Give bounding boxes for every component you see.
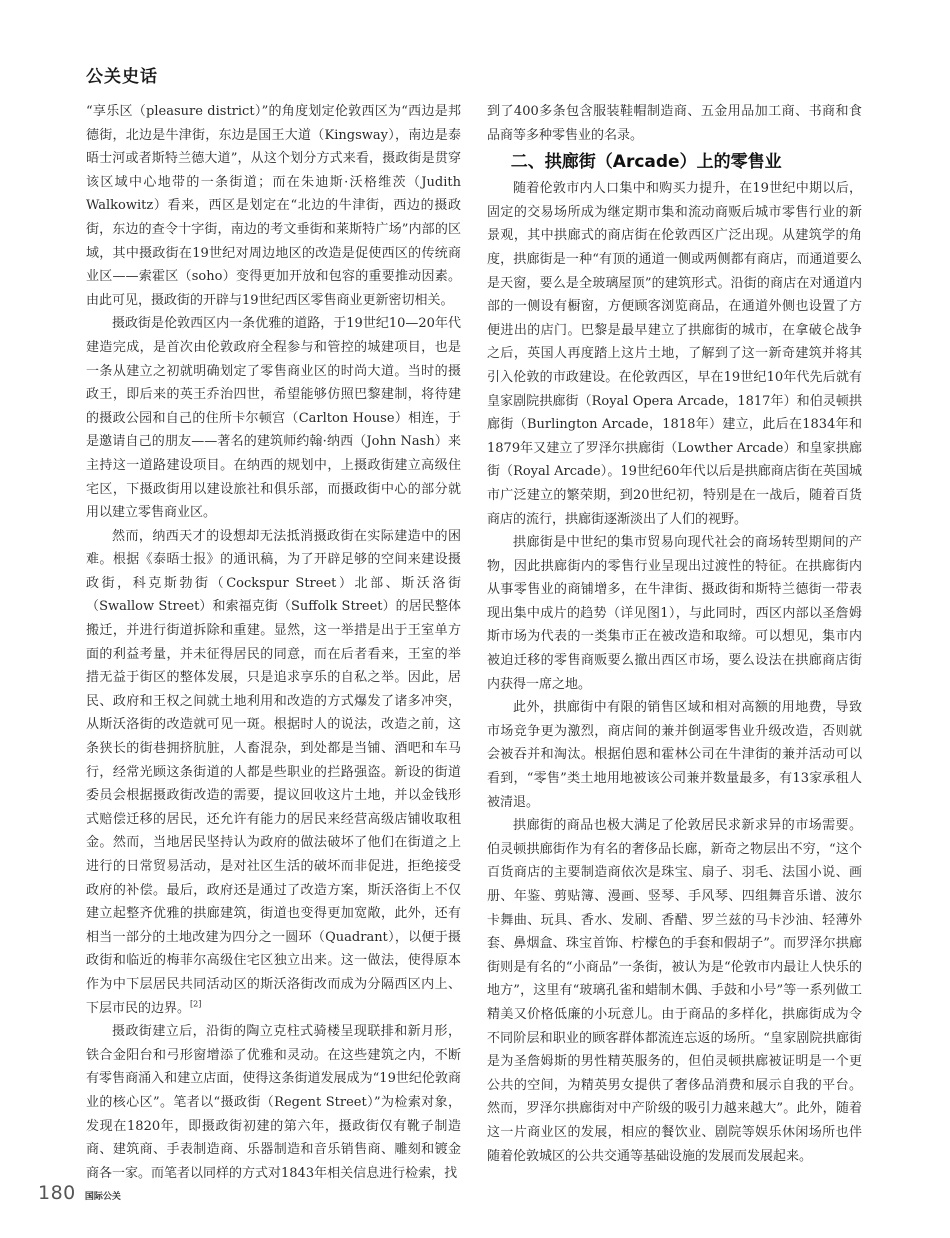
right-column <box>487 100 862 1168</box>
page-footer <box>38 1182 121 1204</box>
paragraph: 摄政街是伦敦西区内一条优雅的道路，于19世纪10—20年代建造完成，是首次由伦敦政府全程参与和管控的城建项目，也是一条从建立之初就明确划定了零售商业区的时尚大道。当时的摄政王，即后来的英王乔治四世，希望能够仿照巴黎建制，将待建的摄政公园和自己的住所卡尔顿宫（Carlton House）相连，于是邀请自己的朋友——著名的建筑师约翰·纳西（John Nash）来主持这一道路建设项目。在纳西的规划中，上摄政街建立高级住宅区，下摄政街用以建设旅社和俱乐部，而摄政街中心的部分就用以建立零售商业区。 <box>86 316 461 521</box>
left-column <box>86 100 461 1185</box>
paragraph: 此外，拱廊街中有限的销售区域和相对高额的用地费，导致市场竞争更为激烈，商店间的兼并倒逼零售业升级改造，否则就会被吞并和淘汰。根据伯恩和霍林公司在牛津街的兼并活动可以看到，“零售”类土地用地被该公司兼并数量最多，有13家承租人被清退。 <box>487 700 862 810</box>
paragraph <box>86 525 461 1020</box>
page-number: 180 <box>38 1182 76 1204</box>
paragraph-text: 然而，纳西天才的设想却无法抵消摄政街在实际建造中的困难。根据《泰晤士报》的通讯稿，为了开辟足够的空间来建设摄政街，科克斯勃街（Cockspur Street）北部、斯沃洛街（Swallow Street）和索福克街（Suffolk Street）的居民整体搬迁，并进行街道拆除和重建。显然，这一举措是出于王室单方面的利益考量，并未征得居民的同意，而在后者看来，王室的举措无益于街区的整体发展，只是追求享乐的自私之举。因此，居民、政府和王权之间就土地利用和改造的方式爆发了诸多冲突，从斯沃洛街的改造就可见一斑。根据时人的说法，改造之前，这条狭长的街巷拥挤肮脏，人畜混杂，到处都是当铺、酒吧和车马行，经常光顾这条街道的人都是些职业的拦路强盗。新设的街道委员会根据摄政街改造的需要，提议回收这片土地，并以金钱形式赔偿迁移的居民，还允许有能力的居民来经营高级店铺收取租金。然而，当地居民坚持认为政府的做法破坏了他们在街道之上进行的日常贸易活动，是对社区生活的破坏而非促进，拒绝接受政府的补偿。最后，政府还是通过了改造方案，斯沃洛街上不仅建立起整齐优雅的拱廊建筑，街道也变得更加宽敞，此外，还有相当一部分的土地改建为四分之一圆环（Quadrant），以便于摄政街和临近的梅菲尔高级住宅区独立出来。这一做法，使得原本作为中下层居民共同活动区的斯沃洛街改而成为分隔西区内上、下层市民的边界。 <box>86 528 461 1016</box>
paragraph: 随着伦敦市内人口集中和购买力提升，在19世纪中期以后，固定的交易场所成为继定期市集和流动商贩后城市零售行业的新景观，其中拱廊式的商店街在伦敦西区广泛出现。从建筑学的角度，拱廊街是一种“有顶的通道一侧或两侧都有商店，而通道要么是天窗，要么是全玻璃屋顶”的建筑形式。沿街的商店在对通道内部的一侧设有橱窗，方便顾客浏览商品，在通道外侧也设置了方便进出的店门。巴黎是最早建立了拱廊街的城市，在拿破仑战争之后，英国人再度踏上这片土地，了解到了这一新奇建筑并将其引入伦敦的市政建设。在伦敦西区，早在19世纪10年代先后就有皇家剧院拱廊街（Royal Opera Arcade，1817年）和伯灵顿拱廊街（Burlington Arcade，1818年）建立，此后在1834年和1879年又建立了罗泽尔拱廊街（Lowther Arcade）和皇家拱廊街（Royal Arcade）。19世纪60年代以后是拱廊商店街在英国城市广泛建立的繁荣期，到20世纪初，特别是在一战后，随着百货商店的流行，拱廊街逐渐淡出了人们的视野。 <box>487 181 862 527</box>
paragraph: “享乐区（pleasure district）”的角度划定伦敦西区为“西边是邦德街，北边是牛津街，东边是国王大道（Kingsway），南边是泰晤士河或者斯特兰德大道”，从这个划分方式来看，摄政街是贯穿该区域中心地带的一条街道；而在朱迪斯·沃格维茨（Judith Walkowitz）看来，西区是划定在“北边的牛津街，西边的摄政街，东边的查令十字街，南边的考文垂街和莱斯特广场”内部的区域，其中摄政街在19世纪对周边地区的改造是促使西区的传统商业区——索霍区（soho）变得更加开放和包容的重要推动因素。由此可见，摄政街的开辟与19世纪西区零售商业更新密切相关。 <box>86 104 461 308</box>
paragraph: 到了400多条包含服装鞋帽制造商、五金用品加工商、书商和食品商等多种零售业的名录。 <box>487 104 862 143</box>
paragraph: 拱廊街的商品也极大满足了伦敦居民求新求异的市场需要。伯灵顿拱廊街作为有名的奢侈品长廊，新奇之物层出不穷，“这个百货商店的主要制造商依次是珠宝、扇子、羽毛、法国小说、画册、年鉴、剪贴簿、漫画、竖琴、手风琴、四组舞音乐谱、波尔卡舞曲、玩具、香水、发刷、香醋、罗兰兹的马卡沙油、轻薄外套、鼻烟盒、珠宝首饰、柠檬色的手套和假胡子”。而罗泽尔拱廊街则是有名的“小商品”一条街，被认为是“伦敦市内最让人快乐的地方”，这里有“玻璃孔雀和蜡制木偶、手鼓和小号”等一系列做工精美又价格低廉的小玩意儿。由于商品的多样化，拱廊街成为令不同阶层和职业的顾客群体都流连忘返的场所。“皇家剧院拱廊街是为圣詹姆斯的男性精英服务的，但伯灵顿拱廊被证明是一个更公共的空间，为精英男女提供了奢侈品消费和展示自我的平台。然而，罗泽尔拱廊街对中产阶级的吸引力越来越大”。此外，随着这一片商业区的发展，相应的餐饮业、剧院等娱乐休闲场所也伴随着伦敦城区的公共交通等基础设施的发展而发展起来。 <box>487 818 862 1164</box>
section-heading: 二、拱廊街（Arcade）上的零售业 <box>510 152 782 173</box>
paragraph: 摄政街建立后，沿街的陶立克柱式骑楼呈现联排和新月形，铁合金阳台和弓形窗增添了优雅和灵动。在这些建筑之内，不断有零售商涌入和建立店面，使得这条街道发展成为“19世纪伦敦商业的核心区”。笔者以“摄政街（Regent Street）”为检索对象，发现在1820年，即摄政街初建的第六年，摄政街仅有靴子制造商、建筑商、手表制造商、乐器制造和音乐销售商、雕刻和镀金商各一家。而笔者以同样的方式对1843年相关信息进行检索，找 <box>86 1024 461 1181</box>
journal-name: 国际公关 <box>84 1192 121 1202</box>
footnote-ref: [2] <box>190 999 202 1009</box>
paragraph: 拱廊街是中世纪的集市贸易向现代社会的商场转型期间的产物，因此拱廊街内的零售行业呈现出过渡性的特征。在拱廊街内从事零售业的商铺增多，在牛津街、摄政街和斯特兰德街一带表现出集中成片的趋势（详见图1），与此同时，西区内部以圣詹姆斯市场为代表的一类集市正在被改造和取缔。可以想见，集市内被迫迁移的零售商贩要么撤出西区市场，要么设法在拱廊商店街内获得一席之地。 <box>487 535 862 692</box>
section-title: 公关史话 <box>86 67 158 87</box>
